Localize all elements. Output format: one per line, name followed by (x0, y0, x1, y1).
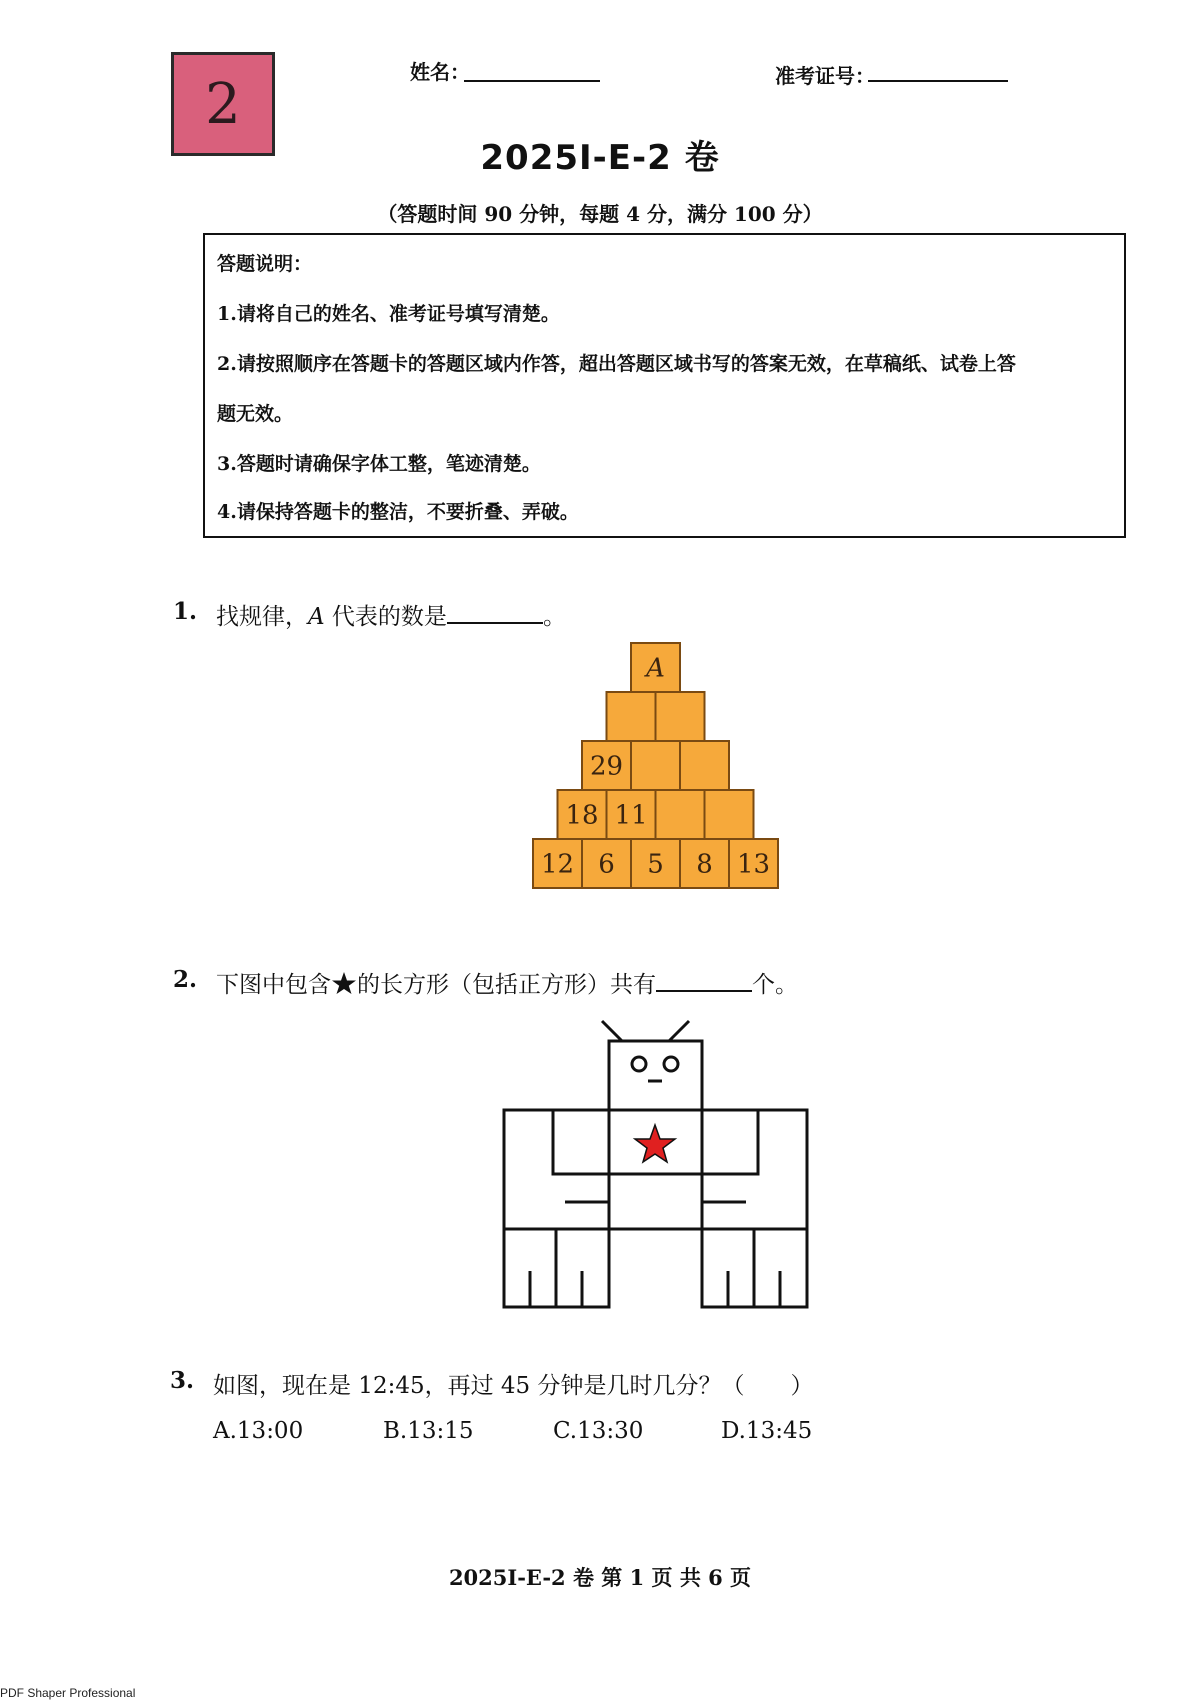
pyramid-cell-label: 6 (598, 849, 615, 880)
pyramid-cell (607, 692, 656, 741)
choice-b[interactable]: B.13:15 (383, 1418, 474, 1444)
question-2-text (216, 966, 798, 999)
question-number: 2. (173, 966, 198, 993)
instructions-box (203, 233, 1126, 538)
pyramid-cell-label: 18 (565, 800, 599, 831)
exam-id-field[interactable] (868, 80, 1008, 82)
robot-head (609, 1041, 702, 1110)
choice-d[interactable]: D.13:45 (721, 1418, 813, 1444)
answer-blank[interactable] (656, 990, 752, 992)
antenna-left (602, 1021, 622, 1041)
choice-a[interactable]: A.13:00 (213, 1418, 304, 1444)
robot-figure (500, 1003, 830, 1313)
name-field[interactable] (464, 80, 600, 82)
instruction-line: 2.请按照顺序在答题卡的答题区域内作答，超出答题区域书写的答案无效，在草稿纸、试卷上答 (217, 353, 1016, 375)
instruction-line: 3.答题时请确保字体工整，笔迹清楚。 (217, 453, 541, 475)
pyramid-cell (656, 790, 705, 839)
pyramid-cell-label: 29 (589, 751, 624, 782)
answer-blank[interactable] (447, 622, 543, 624)
choice-c[interactable]: C.13:30 (553, 1418, 644, 1444)
question-text: 的长方形（包括正方形）共有 (357, 972, 656, 998)
pyramid-cell (656, 692, 705, 741)
pyramid-cell (631, 741, 680, 790)
star-icon (331, 971, 357, 995)
watermark: PDF Shaper Professional (0, 1686, 136, 1700)
instruction-line: 题无效。 (217, 403, 294, 425)
pyramid-cell-label: A (646, 653, 665, 684)
name-label: 姓名： (410, 60, 470, 84)
pyramid-cell-label: 12 (540, 849, 575, 880)
number-pyramid (530, 640, 790, 900)
pyramid-cell-label: 5 (647, 849, 664, 880)
question-text: 。 (542, 604, 566, 630)
instruction-line: 1.请将自己的姓名、准考证号填写清楚。 (217, 303, 560, 325)
paper-title: 2025I-E-2 卷 (480, 138, 720, 178)
variable-label: A (308, 604, 325, 630)
question-text: 下图中包含 (216, 972, 331, 998)
star-icon (635, 1125, 675, 1162)
robot-eye-right (664, 1057, 678, 1071)
pyramid-cell (680, 741, 729, 790)
robot-eye-left (632, 1057, 646, 1071)
question-3-text: 如图，现在是 12:45，再过 45 分钟是几时几分？（ ） (213, 1373, 814, 1399)
question-number: 1. (173, 598, 198, 625)
paper-number-badge: 2 (171, 52, 275, 156)
antenna-right (669, 1021, 689, 1041)
question-number: 3. (170, 1367, 195, 1394)
question-text: 代表的数是 (324, 604, 447, 630)
question-1-text (216, 598, 566, 631)
pyramid-cell (705, 790, 754, 839)
paper-subtitle: （答题时间 90 分钟，每题 4 分，满分 100 分） (377, 202, 823, 226)
pyramid-cell-label: 8 (696, 849, 713, 880)
page-footer: 2025I-E-2 卷 第 1 页 共 6 页 (448, 1565, 752, 1590)
question-text: 个。 (752, 972, 798, 998)
instructions-heading: 答题说明： (217, 253, 313, 275)
pyramid-cell-label: 11 (614, 800, 648, 831)
exam-id-label: 准考证号： (775, 64, 875, 88)
instruction-line: 4.请保持答题卡的整洁，不要折叠、弄破。 (217, 501, 579, 523)
pyramid-cell-label: 13 (736, 849, 771, 880)
question-text: 找规律， (216, 604, 308, 630)
